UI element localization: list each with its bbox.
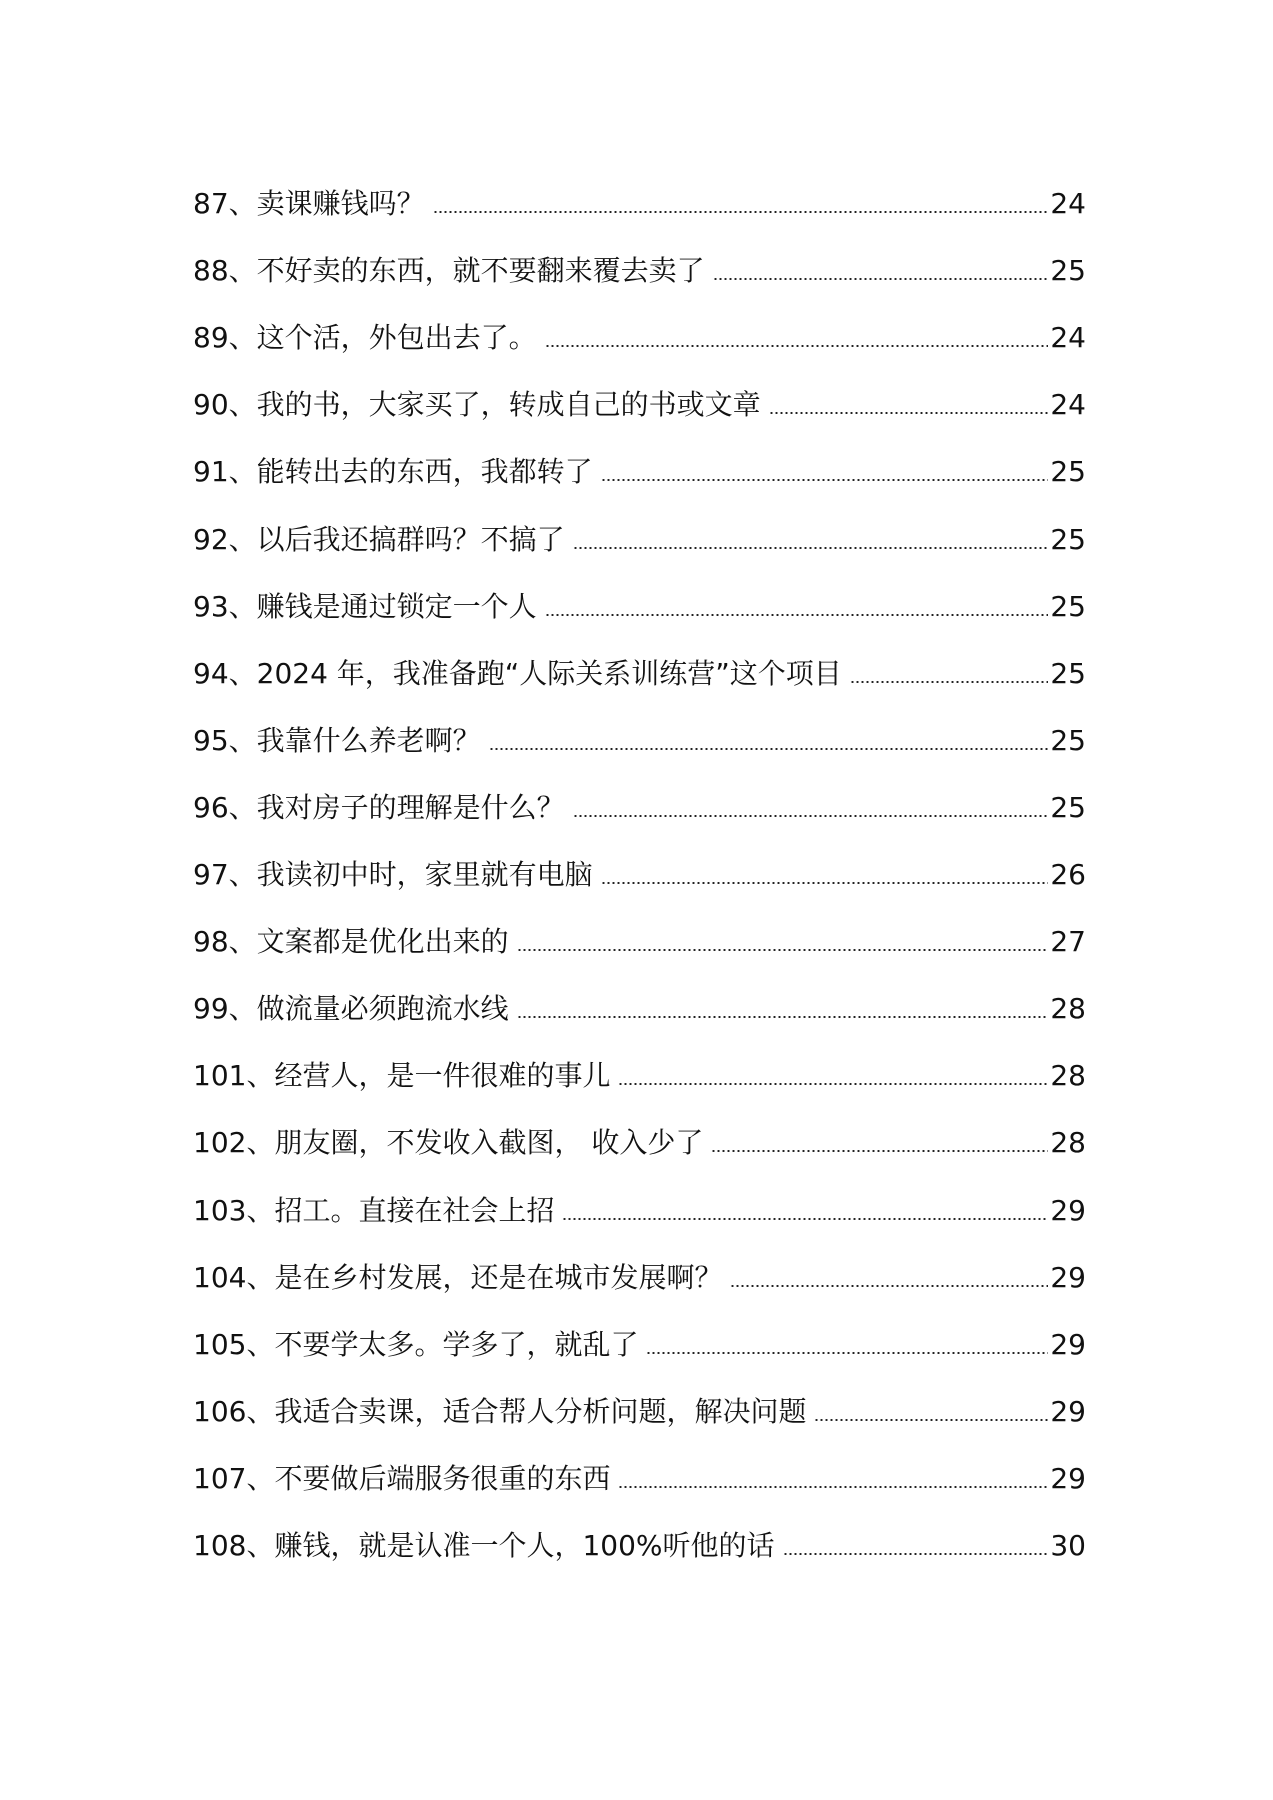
toc-entry[interactable] bbox=[193, 766, 1086, 833]
toc-entry[interactable] bbox=[193, 430, 1086, 497]
toc-entry-title: 93、赚钱是通过锁定一个人 bbox=[193, 589, 537, 623]
toc-entry-page-number: 28 bbox=[1050, 1126, 1086, 1160]
dot-leader bbox=[601, 479, 1049, 481]
toc-entry[interactable] bbox=[193, 1303, 1086, 1370]
toc-entry-page-number: 25 bbox=[1050, 522, 1086, 556]
toc-entry-title: 92、以后我还搞群吗？不搞了 bbox=[193, 522, 565, 556]
toc-entry-title: 102、朋友圈，不发收入截图， 收入少了 bbox=[193, 1126, 704, 1160]
toc-entry[interactable] bbox=[193, 632, 1086, 699]
toc-entry[interactable] bbox=[193, 1437, 1086, 1504]
toc-entry[interactable] bbox=[193, 565, 1086, 632]
toc-entry-title: 89、这个活，外包出去了。 bbox=[193, 321, 537, 355]
toc-entry-title: 107、不要做后端服务很重的东西 bbox=[193, 1461, 611, 1495]
toc-entry-page-number: 27 bbox=[1050, 925, 1086, 959]
dot-leader bbox=[730, 1285, 1048, 1287]
toc-entry-page-number: 29 bbox=[1050, 1327, 1086, 1361]
dot-leader bbox=[814, 1419, 1048, 1421]
toc-entry[interactable] bbox=[193, 699, 1086, 766]
dot-leader bbox=[646, 1352, 1048, 1354]
toc-entry[interactable] bbox=[193, 363, 1086, 430]
toc-entry[interactable] bbox=[193, 229, 1086, 296]
toc-entry-page-number: 25 bbox=[1050, 656, 1086, 690]
toc-entry-page-number: 25 bbox=[1050, 723, 1086, 757]
toc-entry-page-number: 26 bbox=[1050, 858, 1086, 892]
toc-entry[interactable] bbox=[193, 1236, 1086, 1303]
dot-leader bbox=[601, 882, 1049, 884]
dot-leader bbox=[562, 1218, 1048, 1220]
toc-entry-title: 87、卖课赚钱吗？ bbox=[193, 187, 425, 221]
toc-entry[interactable] bbox=[193, 1034, 1086, 1101]
dot-leader bbox=[618, 1083, 1048, 1085]
dot-leader bbox=[713, 278, 1049, 280]
toc-entry-title: 98、文案都是优化出来的 bbox=[193, 925, 509, 959]
toc-entry[interactable] bbox=[193, 162, 1086, 229]
toc-entry[interactable] bbox=[193, 1168, 1086, 1235]
dot-leader bbox=[433, 211, 1049, 213]
toc-entry-page-number: 25 bbox=[1050, 589, 1086, 623]
toc-entry-title: 104、是在乡村发展，还是在城市发展啊？ bbox=[193, 1260, 723, 1294]
toc-entry-page-number: 25 bbox=[1050, 790, 1086, 824]
toc-entry-title: 108、赚钱，就是认准一个人，100%听他的话 bbox=[193, 1528, 775, 1562]
toc-entry-title: 91、能转出去的东西，我都转了 bbox=[193, 455, 593, 489]
toc-entry-page-number: 24 bbox=[1050, 388, 1086, 422]
toc-entry-title: 101、经营人，是一件很难的事儿 bbox=[193, 1059, 611, 1093]
dot-leader bbox=[573, 547, 1049, 549]
toc-entry[interactable] bbox=[193, 296, 1086, 363]
toc-entry-page-number: 29 bbox=[1050, 1260, 1086, 1294]
toc-entry[interactable] bbox=[193, 497, 1086, 564]
toc-entry-page-number: 25 bbox=[1050, 254, 1086, 288]
toc-entry-page-number: 29 bbox=[1050, 1394, 1086, 1428]
dot-leader bbox=[573, 815, 1049, 817]
toc-entry-title: 96、我对房子的理解是什么？ bbox=[193, 790, 565, 824]
toc-entry-page-number: 29 bbox=[1050, 1193, 1086, 1227]
toc-entry-title: 106、我适合卖课，适合帮人分析问题，解决问题 bbox=[193, 1394, 807, 1428]
dot-leader bbox=[618, 1486, 1048, 1488]
toc-entry[interactable] bbox=[193, 1504, 1086, 1571]
toc-entry[interactable] bbox=[193, 1370, 1086, 1437]
toc-entry-title: 97、我读初中时，家里就有电脑 bbox=[193, 858, 593, 892]
toc-entry-page-number: 24 bbox=[1050, 187, 1086, 221]
toc-entry-title: 103、招工。直接在社会上招 bbox=[193, 1193, 555, 1227]
toc-entry-title: 88、不好卖的东西，就不要翻来覆去卖了 bbox=[193, 254, 705, 288]
dot-leader bbox=[517, 949, 1049, 951]
toc-entry-title: 95、我靠什么养老啊？ bbox=[193, 723, 481, 757]
toc-entry-page-number: 28 bbox=[1050, 992, 1086, 1026]
toc-entry-title: 99、做流量必须跑流水线 bbox=[193, 992, 509, 1026]
dot-leader bbox=[783, 1553, 1049, 1555]
dot-leader bbox=[711, 1150, 1048, 1152]
toc-entry-page-number: 28 bbox=[1050, 1059, 1086, 1093]
toc-entry-page-number: 24 bbox=[1050, 321, 1086, 355]
dot-leader bbox=[850, 681, 1049, 683]
dot-leader bbox=[545, 345, 1049, 347]
toc-entry-page-number: 29 bbox=[1050, 1461, 1086, 1495]
toc-entry-title: 105、不要学太多。学多了，就乱了 bbox=[193, 1327, 639, 1361]
dot-leader bbox=[489, 748, 1049, 750]
dot-leader bbox=[545, 614, 1049, 616]
toc-entry[interactable] bbox=[193, 900, 1086, 967]
toc-entry[interactable] bbox=[193, 1101, 1086, 1168]
table-of-contents bbox=[193, 162, 1086, 1571]
toc-entry[interactable] bbox=[193, 833, 1086, 900]
dot-leader bbox=[517, 1016, 1049, 1018]
toc-entry-title: 90、我的书，大家买了，转成自己的书或文章 bbox=[193, 388, 761, 422]
toc-entry-page-number: 25 bbox=[1050, 455, 1086, 489]
dot-leader bbox=[769, 412, 1049, 414]
toc-entry-page-number: 30 bbox=[1050, 1528, 1086, 1562]
toc-entry[interactable] bbox=[193, 967, 1086, 1034]
toc-entry-title: 94、2024 年，我准备跑“人际关系训练营”这个项目 bbox=[193, 656, 842, 690]
